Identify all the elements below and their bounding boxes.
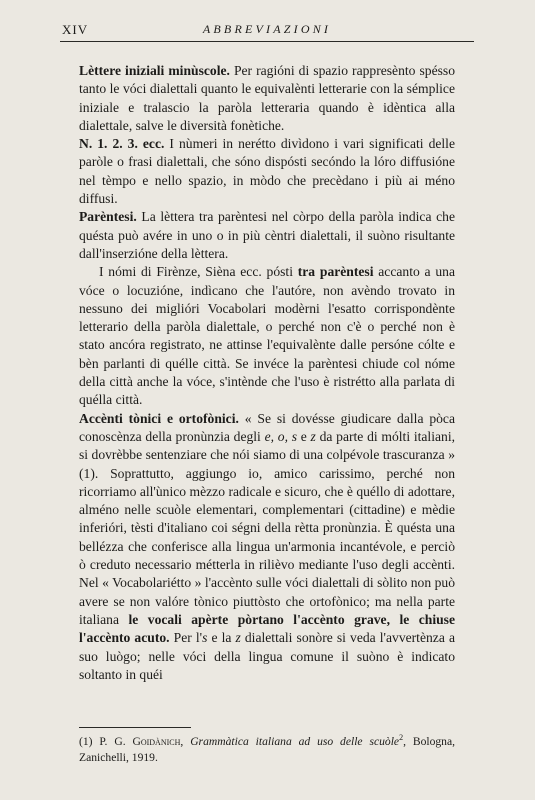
footnote-sep: , [180, 735, 191, 748]
footnote-author: Goidànich [132, 735, 181, 748]
body-text [79, 62, 455, 684]
paragraph [79, 410, 455, 684]
paragraph [79, 208, 455, 263]
footnote-rule [79, 727, 191, 728]
italic-text: s [202, 630, 208, 646]
italic-text: e, o, s [264, 428, 298, 444]
text-run: I nùmeri in nerétto divìdono i vari significati delle paròle o frasi dialettali, che sóno dispósti secóndo la lóro diffusióne nel tèmpo e nello spazio, in mòdo che precèdano i più ai méno diffusi. [79, 136, 455, 207]
bold-term: Accènti tònici e ortofònici. [79, 410, 239, 426]
text-run: dialettali sonòre si veda l'avvertènza a suo luògo; nelle vóci della lingua comune il suòno è indicato soltanto in quéi [79, 630, 455, 682]
text-run: Per ragióni di spazio rappresènto spésso tanto le vóci dialettali quanto le equivalènti letterarie con la sémplice iniziale e tralascio la paròla letteraria quando è idèntica alla dialettale, salve le diversità fonètiche. [79, 63, 455, 133]
paragraph [79, 135, 455, 208]
paragraph [79, 263, 455, 409]
text-run: La lèttera tra parèntesi nel còrpo della paròla indica che quésta può avére in uno o in più cèntri dialettali, il suòno risultante dall'inserzióne della lèttera. [79, 209, 455, 261]
text-run: Per l' [169, 630, 203, 646]
paragraph [79, 62, 455, 135]
italic-text: z [310, 428, 316, 444]
footnote-edition: 2 [399, 733, 404, 743]
bold-term: Parèntesi. [79, 209, 137, 225]
footnote [79, 734, 455, 766]
text-run: e la [207, 630, 236, 646]
text-run: « Se si dovésse giudicare dalla pòca conoscènza della pronùnzia degli [79, 410, 455, 444]
text-run: I nómi di Firènze, Sièna ecc. pósti [99, 264, 298, 280]
text-run: da parte di mólti italiani, si dovrèbbe sentenziare che nói siamo di una colpévole trascuranza » (1). Soprattutto, aggiungo io, amico carissimo, perché non ricorriamo all'ùnico mèzzo radicale e sicuro, che è quéllo di adottare, alméno nelle scuòle elementari, complementari (cittadine) e mèdie inferióri, tèsti d'italiano coi ségni della rètta pronùnzia. È quésta una bellézza che conferisce alla lingua un'armonia incantévole, e perciò ò creduto necessario métterla in rilièvo mediante l'uso degli accènti. Nel « Vocabolariétto » l'accènto sulle vóci dialettali di sòlito non può avere se non valóre tònico piuttòsto che ortofònico; ma nella parte italiana [79, 428, 455, 627]
bold-term: le vocali apèrte pòrtano l'accènto grave, le chiuse l'accènto acuto. [79, 611, 456, 646]
text-run: accanto a una vóce o locuzióne, indìcano che l'autóre, non avèndo trovato in nessuno dei miglióri Vocabolari modèrni l'esatto corrispondènte letterario della paròla dialettale, o perché non c'è o perché non è stato ancóra registrato, ne attinse l'equivalènte dalle persóne cólte e bèn parlanti di quélle città. Se invéce la parèntesi chiude col nóme della città anche la vóce, s'intènde che l'uso è ristrétto alla parlata di quélla città. [79, 264, 455, 408]
bold-term: Lèttere iniziali minùscole. [79, 63, 230, 78]
footnote-marker: (1) P. G. [79, 735, 133, 748]
bold-term: N. 1. 2. 3. ecc. [79, 136, 165, 152]
footnote-work-title: Grammàtica italiana ad uso delle scuòle [190, 735, 400, 748]
running-header [60, 22, 474, 40]
italic-text: z [235, 630, 241, 646]
text-run: e [297, 428, 311, 444]
header-rule [60, 41, 474, 42]
running-title: ABBREVIAZIONI [202, 22, 332, 36]
footnote-publication: , Bologna, Zanichelli, 1919. [79, 735, 456, 764]
page-number: XIV [62, 22, 89, 37]
bold-term: tra parèntesi [297, 264, 374, 280]
